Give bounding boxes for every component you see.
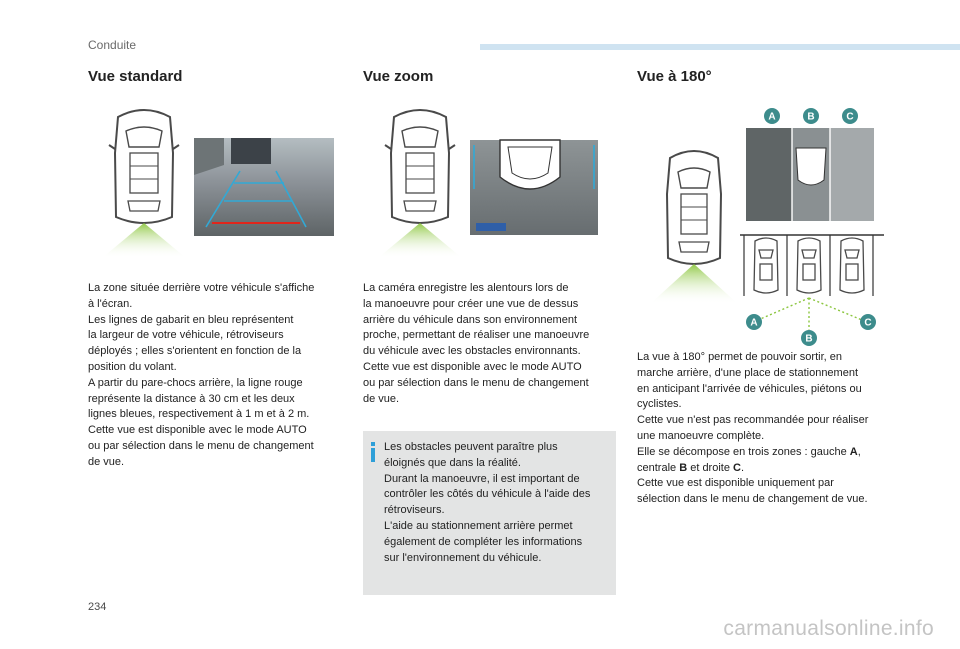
camera-view-screen	[194, 138, 334, 236]
camera-view-screen	[470, 140, 598, 235]
standard-view-illustration	[84, 105, 336, 258]
view-180-description: La vue à 180° permet de pouvoir sortir, en marche arrière, d'une place de stationnement en anticipant l'arrivée de véhicules, piétons ou cyclistes. Cette vue n'est pas recommandée pour réaliser une manoeuvre complète. Elle se décompose en trois zones : gauche A, centrale B et droite C. Cette vue est disponible uniquement par sélection dans le menu de changement de vue.	[637, 351, 869, 506]
standard-view-description: La zone située derrière votre véhicule s'affiche à l'écran. Les lignes de gabarit en bleu représentent la largeur de votre véhicule, rétroviseurs déployés ; elles s'orientent en fonction de la position du volant. A partir du pare-chocs arrière, la ligne rouge représente la distance à 30 cm et les deux lignes bleues, respectivement à 1 m et à 2 m. Cette vue est disponible avec le mode AUTO ou par sélection dans le menu de changement de vue.	[88, 282, 315, 468]
svg-text:C: C	[864, 317, 872, 329]
info-icon	[368, 442, 378, 462]
header-accent-bar	[480, 44, 960, 50]
page-number: 234	[88, 601, 107, 613]
section-label: Conduite	[88, 38, 137, 52]
car-top-view-icon	[385, 110, 455, 223]
parking-spaces-diagram	[740, 235, 884, 330]
zoom-view-description: La caméra enregistre les alentours lors de la manoeuvre pour créer une vue de dessus arrière du véhicule dans son environnement proche, permettant de réaliser une manoeuvre du véhicule avec les obstacles environnants. Cette vue est disponible avec le mode AUTO ou par sélection dans le menu de changement de vue.	[363, 282, 590, 405]
heading-vue-180: Vue à 180°	[637, 68, 712, 85]
camera-field-cone	[102, 223, 186, 258]
car-top-view-icon	[667, 151, 721, 264]
watermark: carmanualsonline.info	[723, 617, 934, 640]
camera-180-screen	[746, 128, 874, 221]
svg-text:B: B	[807, 111, 815, 123]
info-note-text: Les obstacles peuvent paraître plus éloignés que dans la réalité. Durant la manoeuvre, il est important de contrôler les côtés du véhicule à l'aide des rétroviseurs. L'aide au stationnement arrière permet également de compléter les informations sur l'environnement du véhicule.	[384, 441, 591, 564]
car-top-view-icon	[109, 110, 179, 223]
svg-text:A: A	[768, 111, 776, 123]
zoom-view-illustration	[360, 105, 610, 258]
camera-field-cone	[650, 264, 738, 304]
view-180-illustration	[636, 104, 888, 348]
svg-text:B: B	[805, 333, 813, 345]
svg-text:C: C	[846, 111, 854, 123]
svg-text:A: A	[750, 317, 758, 329]
heading-vue-zoom: Vue zoom	[363, 68, 434, 85]
bottom-zone-badges	[746, 314, 876, 346]
top-zone-badges	[764, 108, 858, 124]
heading-vue-standard: Vue standard	[88, 68, 183, 85]
camera-field-cone	[378, 223, 462, 258]
